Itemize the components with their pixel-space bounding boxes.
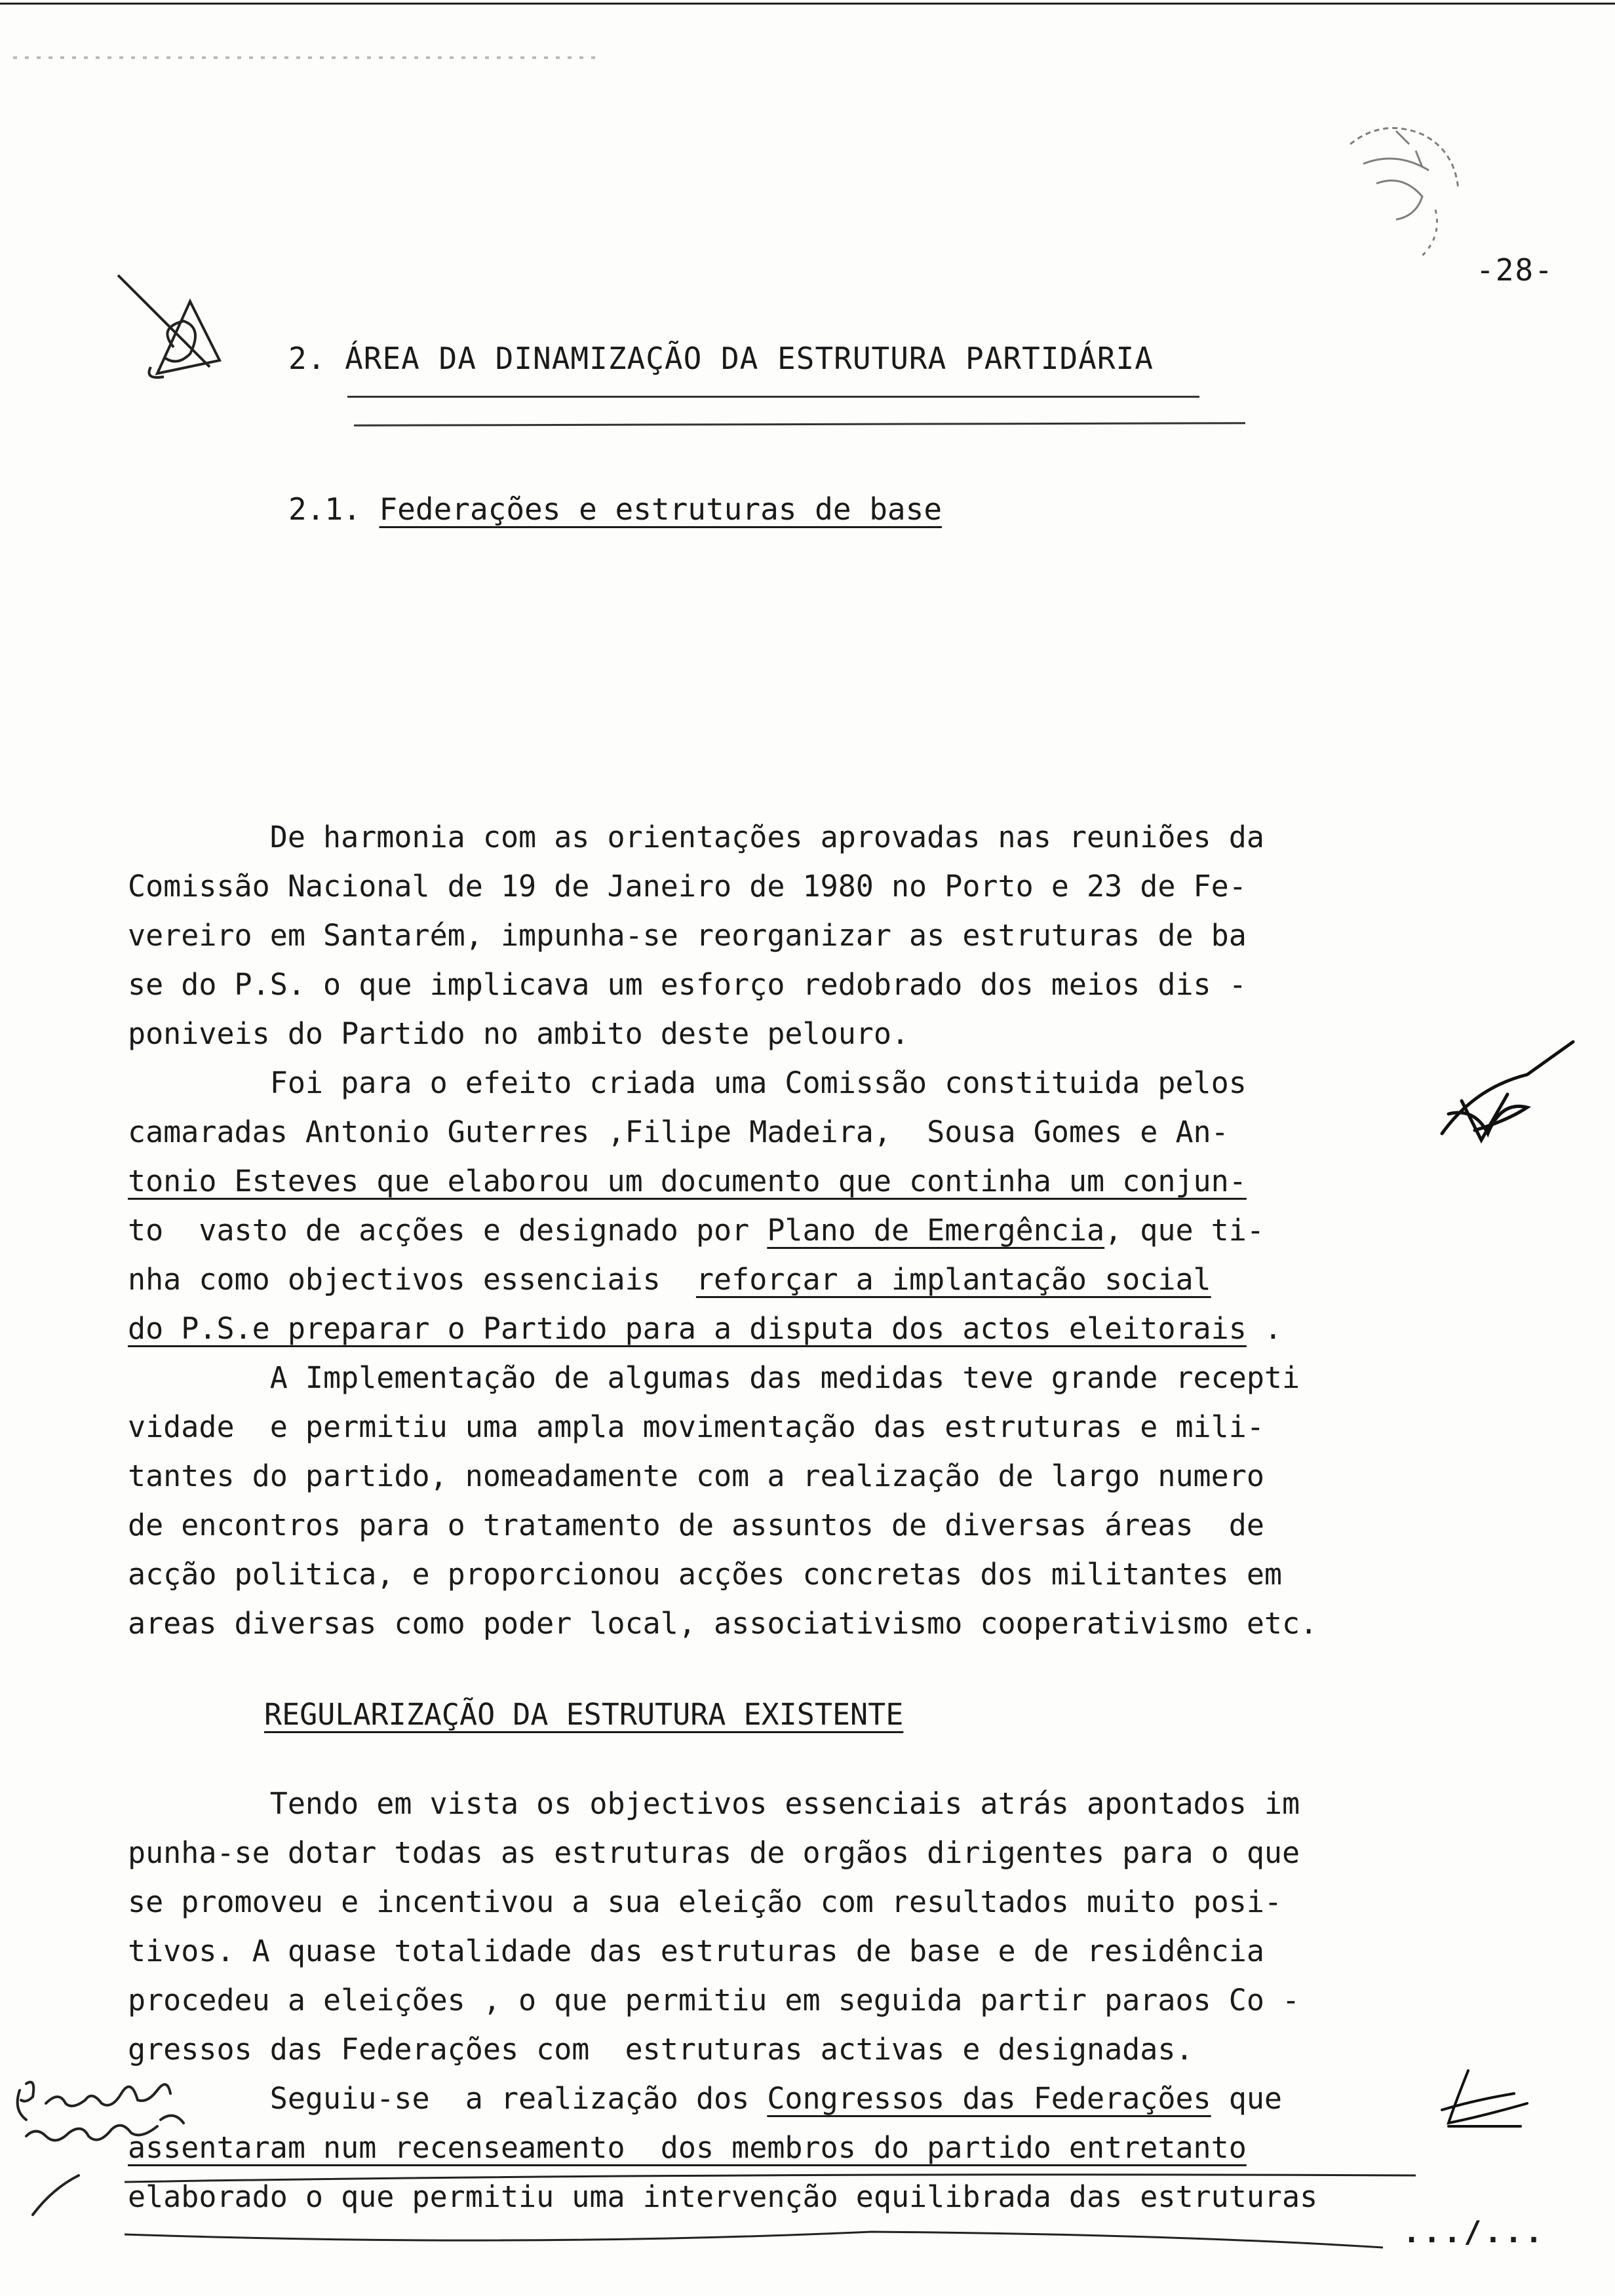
heading-rule [347, 396, 1199, 398]
text-fragment: nha como objectivos essenciais [128, 1262, 696, 1297]
page-number: -28- [1476, 252, 1554, 288]
text-line: A Implementação de algumas das medidas teve grande recepti [128, 1360, 1300, 1395]
subheading [288, 491, 942, 527]
hand-underlines [125, 2169, 1416, 2254]
congress-name: Congressos das Federações [767, 2081, 1211, 2116]
text-fragment: Seguiu-se a realização dos [128, 2081, 768, 2116]
section-title: REGULARIZAÇÃO DA ESTRUTURA EXISTENTE [264, 1697, 904, 1732]
text-fragment: . [1246, 1311, 1283, 1346]
text-line [128, 1255, 1478, 1304]
initials-mark [111, 269, 229, 387]
text-fragment: to vasto de acções e designado por [128, 1213, 768, 1248]
text-line: areas diversas como poder local, associativismo cooperativismo etc. [128, 1606, 1318, 1641]
text-line: camaradas Antonio Guterres ,Filipe Madeira, Sousa Gomes e An- [128, 1115, 1229, 1149]
text-line: Tendo em vista os objectivos essenciais atrás apontados im [128, 1786, 1300, 1821]
text-line: punha-se dotar todas as estruturas de orgãos dirigentes para o que [128, 1835, 1300, 1870]
paragraph-2 [128, 1058, 1478, 1353]
text-line: se promoveu e incentivou a sua eleição com resultados muito posi- [128, 1885, 1282, 1919]
text-line [128, 1206, 1478, 1255]
margin-tick-mark [26, 2169, 85, 2221]
text-line [128, 2074, 1478, 2123]
archive-stamp [1324, 105, 1481, 275]
paragraph-4 [128, 1779, 1478, 2074]
text-line: acção politica, e proporcionou acções concretas dos militantes em [128, 1557, 1282, 1592]
text-line: se do P.S. o que implicava um esforço redobrado dos meios dis - [128, 967, 1247, 1002]
text-line: tivos. A quase totalidade das estruturas de base e de residência [128, 1934, 1264, 1968]
text-fragment: , que ti- [1104, 1213, 1264, 1248]
text-line: De harmonia com as orientações aprovadas nas reuniões da [128, 820, 1264, 854]
continuation-mark: .../... [1403, 2215, 1546, 2249]
top-border-line [0, 3, 1615, 5]
objective-underlined: do P.S.e preparar o Partido para a disputa dos actos eleitorais [128, 1311, 1247, 1346]
text-line [128, 1304, 1478, 1353]
paragraph-3 [128, 1353, 1478, 1648]
text-line: Comissão Nacional de 19 de Janeiro de 1980 no Porto e 23 de Fe- [128, 869, 1247, 904]
text-line: tonio Esteves que elaborou um documento que continha um conjun- [128, 1164, 1247, 1198]
text-line: gressos das Federações com estruturas activas e designadas. [128, 2032, 1194, 2067]
text-line: assentaram num recenseamento dos membros do partido entretanto [128, 2130, 1247, 2165]
text-line: procedeu a eleições , o que permitiu em seguida partir paraos Co - [128, 1983, 1300, 2018]
margin-signature-1 [1435, 1035, 1580, 1153]
margin-handwritten-note [7, 2064, 216, 2175]
paragraph-1 [128, 813, 1478, 1058]
text-line: Foi para o efeito criada uma Comissão constituida pelos [128, 1065, 1247, 1100]
subheading-number: 2.1. [288, 491, 361, 527]
text-line: elaborado o que permitiu uma intervenção equilibrada das estruturas [128, 2179, 1318, 2214]
text-line: vereiro em Santarém, impunha-se reorganizar as estruturas de ba [128, 918, 1247, 953]
margin-signature-2 [1435, 2064, 1534, 2136]
plan-name: Plano de Emergência [767, 1213, 1105, 1248]
section-heading: 2. ÁREA DA DINAMIZAÇÃO DA ESTRUTURA PARTIDÁRIA [288, 341, 1154, 376]
text-line: tantes do partido, nomeadamente com a realização de largo numero [128, 1459, 1264, 1493]
heading-rule-hand [354, 422, 1245, 427]
text-line: de encontros para o tratamento de assuntos de diversas áreas de [128, 1508, 1264, 1542]
text-line: poniveis do Partido no ambito deste pelouro. [128, 1016, 910, 1051]
text-line: vidade e permitiu uma ampla movimentação das estruturas e mili- [128, 1409, 1264, 1444]
subheading-title: Federações e estruturas de base [379, 491, 943, 527]
objective-underlined: reforçar a implantação social [695, 1262, 1211, 1297]
text-fragment: que [1211, 2081, 1283, 2116]
scan-artifact [13, 56, 603, 59]
